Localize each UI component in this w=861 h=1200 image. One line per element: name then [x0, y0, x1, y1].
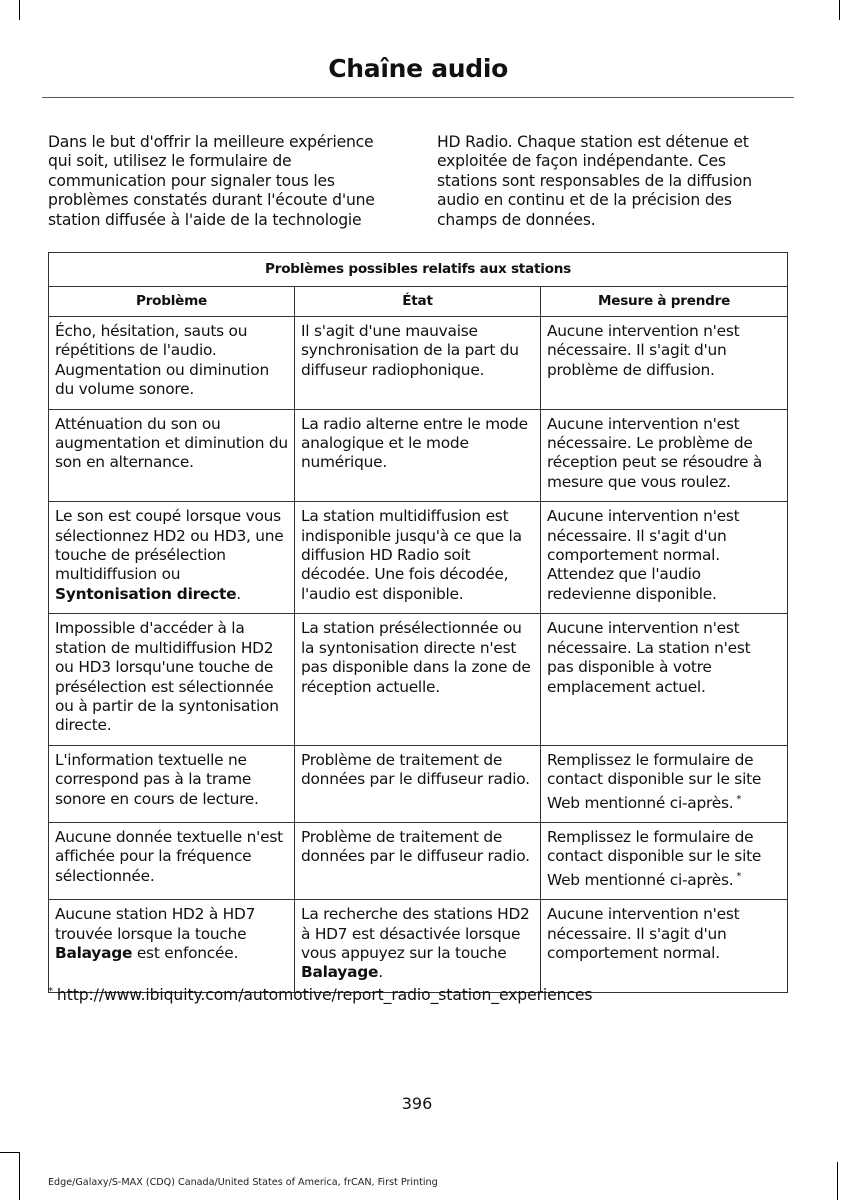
cell-etat — [295, 900, 541, 993]
table-row — [49, 502, 788, 614]
page-number: 396 — [401, 1094, 433, 1113]
table-header-row — [49, 287, 788, 317]
crop-mark-bottom-left — [19, 1152, 20, 1200]
crop-mark-top-right — [839, 0, 840, 20]
cell-mesure — [541, 614, 788, 745]
footnote-reference: * — [736, 793, 742, 805]
cell-text: Aucune intervention n'est nécessaire. Il s'agit d'un problème de diffusion. — [547, 322, 740, 379]
cell-text: Problème de traitement de données par le diffuseur radio. — [301, 827, 530, 866]
cell-text: Remplissez le formulaire de contact disponible sur le site Web mentionné ci-après. — [547, 827, 762, 889]
cell-probleme — [49, 409, 295, 502]
cell-probleme — [49, 614, 295, 745]
cell-text-end: . — [378, 963, 383, 982]
print-footer: Edge/Galaxy/S-MAX (CDQ) Canada/United States of America, frCAN, First Printing — [48, 1177, 438, 1188]
table-row — [49, 317, 788, 410]
cell-text: Remplissez le formulaire de contact disponible sur le site Web mentionné ci-après. — [547, 750, 762, 812]
cell-text: Écho, hésitation, sauts ou répétitions de l'audio. Augmentation ou diminution du volume sonore. — [55, 322, 269, 399]
cell-text: L'information textuelle ne correspond pas à la trame sonore en cours de lecture. — [55, 750, 259, 808]
cell-mesure — [541, 900, 788, 993]
cell-probleme — [49, 745, 295, 822]
cell-mesure — [541, 502, 788, 614]
cell-text: Impossible d'accéder à la station de multidiffusion HD2 ou HD3 lorsqu'une touche de présélection est sélectionnée ou à partir de la syntonisation directe. — [55, 619, 279, 735]
cell-etat — [295, 409, 541, 502]
cell-text: Atténuation du son ou augmentation et diminution du son en alternance. — [55, 414, 288, 472]
cell-text: Le son est coupé lorsque vous sélectionnez HD2 ou HD3, une touche de présélection multidiffusion ou — [55, 507, 284, 584]
cell-mesure — [541, 745, 788, 822]
cell-etat — [295, 822, 541, 899]
cell-probleme — [49, 502, 295, 614]
footnote-reference: * — [736, 870, 742, 882]
crop-mark-left-corner — [0, 1152, 19, 1153]
cell-text: Problème de traitement de données par le diffuseur radio. — [301, 750, 530, 789]
table-row — [49, 409, 788, 502]
table-row — [49, 900, 788, 993]
table-caption: Problèmes possibles relatifs aux stations — [49, 253, 788, 287]
intro-text — [48, 133, 790, 230]
cell-etat — [295, 614, 541, 745]
footnote-marker: * — [48, 986, 53, 997]
cell-probleme — [49, 900, 295, 993]
cell-text: Il s'agit d'une mauvaise synchronisation de la part du diffuseur radiophonique. — [301, 322, 519, 379]
cell-mesure — [541, 822, 788, 899]
control-name-bold: Balayage — [55, 943, 133, 962]
cell-etat — [295, 745, 541, 822]
cell-text: Aucune donnée textuelle n'est affichée pour la fréquence sélectionnée. — [55, 827, 283, 885]
crop-mark-bottom-right — [837, 1162, 838, 1200]
intro-column-2: HD Radio. Chaque station est détenue et exploitée de façon indépendante. Ces stations sont responsables de la diffusion audio en continu et de la précision des champs de données. — [437, 133, 752, 229]
table-row — [49, 614, 788, 745]
cell-text-end: . — [236, 584, 241, 603]
cell-text-end: est enfoncée. — [132, 943, 239, 962]
table-caption-row — [49, 253, 788, 287]
cell-mesure — [541, 409, 788, 502]
control-name-bold: Syntonisation directe — [55, 584, 237, 603]
cell-text: La recherche des stations HD2 à HD7 est désactivée lorsque vous appuyez sur la touche — [301, 905, 530, 962]
cell-text: Aucune intervention n'est nécessaire. Le problème de réception peut se résoudre à mesure que vous roulez. — [547, 414, 763, 491]
cell-text: La station multidiffusion est indisponible jusqu'à ce que la diffusion HD Radio soit décodée. Une fois décodée, l'audio est disponible. — [301, 507, 522, 603]
title-rule — [42, 97, 794, 98]
cell-text: Aucune intervention n'est nécessaire. Il s'agit d'un comportement normal. Attendez que l'audio redevienne disponible. — [547, 507, 740, 603]
column-header-mesure: Mesure à prendre — [541, 287, 788, 317]
cell-text: La radio alterne entre le mode analogique et le mode numérique. — [301, 414, 528, 472]
page-title: Chaîne audio — [328, 54, 508, 83]
table-row — [49, 745, 788, 822]
intro-column-1: Dans le but d'offrir la meilleure expérience qui soit, utilisez le formulaire de communication pour signaler tous les problèmes constatés durant l'écoute d'une station diffusée à l'aide de la technologie — [48, 133, 375, 229]
column-header-etat: État — [295, 287, 541, 317]
cell-text: Aucune intervention n'est nécessaire. La station n'est pas disponible à votre emplacement actuel. — [547, 619, 751, 696]
cell-probleme — [49, 317, 295, 410]
column-header-probleme: Problème — [49, 287, 295, 317]
cell-probleme — [49, 822, 295, 899]
footnote — [48, 986, 592, 1004]
cell-mesure — [541, 317, 788, 410]
crop-mark-top-left — [19, 0, 20, 20]
table-row — [49, 822, 788, 899]
control-name-bold: Balayage — [301, 963, 379, 982]
cell-etat — [295, 502, 541, 614]
cell-text: Aucune station HD2 à HD7 trouvée lorsque la touche — [55, 905, 256, 943]
cell-etat — [295, 317, 541, 410]
footnote-url: http://www.ibiquity.com/automotive/report_radio_station_experiences — [56, 986, 593, 1004]
station-problems-table — [48, 252, 788, 993]
cell-text: La station présélectionnée ou la syntonisation directe n'est pas disponible dans la zone de réception actuelle. — [301, 619, 531, 696]
cell-text: Aucune intervention n'est nécessaire. Il s'agit d'un comportement normal. — [547, 905, 740, 962]
